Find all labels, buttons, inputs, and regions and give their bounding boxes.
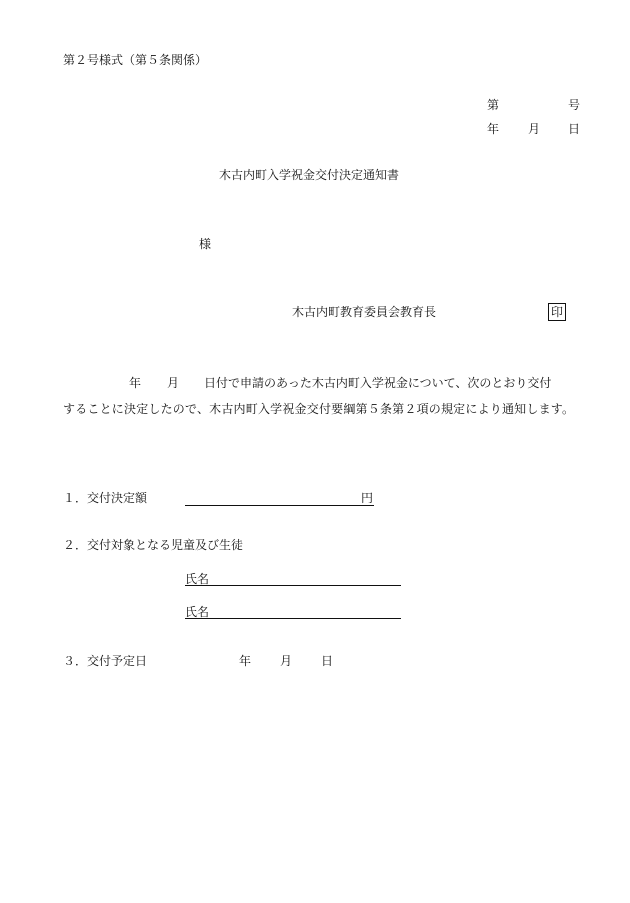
amount-line: [185, 505, 374, 506]
issuer-name: 木古内町教育委員会教育長: [292, 305, 437, 319]
name-line-2: [185, 618, 401, 619]
item3-year: 年: [239, 654, 252, 668]
item1-label: １．交付決定額: [63, 491, 148, 505]
body-text-line1: 日付で申請のあった木古内町入学祝金について、次のとおり交付: [204, 376, 552, 390]
name-line-1: [185, 585, 401, 586]
number-suffix: 号: [568, 98, 581, 112]
name-label-1: 氏名: [185, 572, 210, 586]
date-year: 年: [487, 122, 500, 136]
item3-day: 日: [321, 654, 334, 668]
seal-mark: 印: [548, 303, 566, 321]
item2-label: ２．交付対象となる児童及び生徒: [63, 538, 244, 552]
name-label-2: 氏名: [185, 605, 210, 619]
item1-unit: 円: [361, 491, 374, 505]
addressee-suffix: 様: [199, 237, 212, 251]
date-month: 月: [528, 122, 541, 136]
body-text-rest: することに決定したので、木古内町入学祝金交付要綱第５条第２項の規定により通知します。: [63, 402, 575, 416]
body-month: 月: [167, 376, 180, 390]
form-label: 第２号様式（第５条関係）: [63, 53, 208, 67]
body-year: 年: [129, 376, 142, 390]
date-day: 日: [568, 122, 581, 136]
item3-label: ３．交付予定日: [63, 654, 148, 668]
document-title: 木古内町入学祝金交付決定通知書: [219, 168, 400, 182]
number-prefix: 第: [487, 98, 500, 112]
item3-month: 月: [280, 654, 293, 668]
